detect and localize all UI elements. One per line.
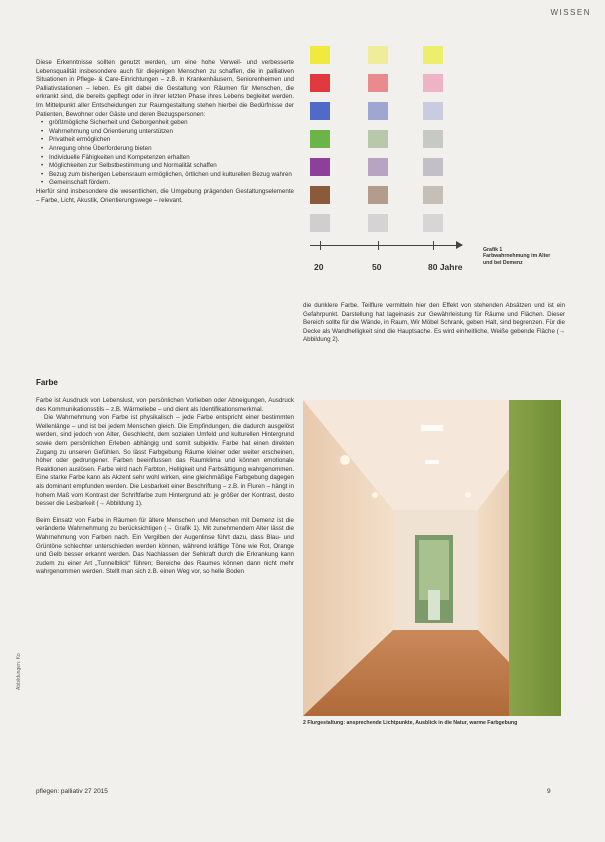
closing-paragraph: Hierfür sind insbesondere die wesentlichen, die Umgebung prägenden Gestaltungselemente – Farbe, Licht, Akustik, Orientierungswege – relevant. — [36, 187, 294, 204]
color-swatch — [368, 214, 388, 232]
list-item: • Bezug zum bisherigen Lebensraum ermöglichen, örtlichen und kulturellen Bezug wahren — [44, 171, 294, 180]
graphic-caption-title: Grafik 1 — [483, 247, 503, 253]
color-swatch — [310, 214, 330, 232]
color-swatch — [368, 130, 388, 148]
graphic-caption-line: und bei Demenz — [483, 259, 523, 266]
list-item: • Privatheit ermöglichen — [44, 136, 294, 145]
photo-credit: Abbildungen: Ko — [16, 653, 22, 690]
section-tag: WISSEN — [550, 8, 591, 17]
color-swatch — [368, 158, 388, 176]
list-item: • Möglichkeiten zur Selbstbestimmung und Normalität schaffen — [44, 162, 294, 171]
farbe-paragraph-1: Farbe ist Ausdruck von Lebenslust, von persönlichen Vorlieben oder Abneigungen, Ausdruck des Kommunikationsstils – z.B. Wärmeliebe – und dient als Identifikationsmerkmal. — [36, 397, 294, 413]
farbe-text-block — [36, 397, 294, 577]
list-item: • Individuelle Fähigkeiten und Kompetenzen erhalten — [44, 154, 294, 163]
age-label-50: 50 — [372, 262, 382, 272]
right-column-text — [303, 302, 565, 345]
footer-publication: pflegen: palliativ 27 2015 — [36, 788, 108, 795]
axis-tick — [378, 241, 379, 250]
color-swatch — [368, 46, 388, 64]
needs-list — [36, 119, 294, 188]
color-swatch — [310, 102, 330, 120]
age-label-80: 80 Jahre — [428, 262, 463, 272]
corridor-photo — [303, 400, 561, 716]
color-swatch — [310, 46, 330, 64]
list-item: • Anregung ohne Überforderung bieten — [44, 145, 294, 154]
age-axis — [310, 245, 462, 246]
list-item: • Wahrnehmung und Orientierung unterstützen — [44, 128, 294, 137]
color-swatch — [423, 186, 443, 204]
color-swatch — [310, 74, 330, 92]
color-swatch — [423, 158, 443, 176]
graphic-caption-line: Farbwahrnehmung im Alter — [483, 253, 551, 260]
color-swatch — [423, 46, 443, 64]
list-item: • Gemeinschaft fördern. — [44, 179, 294, 188]
color-swatch — [310, 130, 330, 148]
axis-arrow-icon — [456, 241, 463, 249]
intro-paragraph: Diese Erkenntnisse sollten genutzt werden, um eine hohe Verweil- und verbesserte Lebensqualität insbesondere auch für diejenigen Menschen zu schaffen, die in palliativen Situationen in Pflege- & Care-Einrichtungen – z.B. in Krankenhäusern, Seniorenheimen und Palliativstationen – leben. Es gilt dabei die Gestaltung von Räumen für Menschen, die erkrankt sind, die bereits gepflegt oder in ihrer letzten Phase ihres Lebens begleitet werden. Im Mittelpunkt aller Entscheidungen zur Raumgestaltung stehen hierbei die Bedürfnisse der Patienten, Bewohner oder Gäste und deren Bezugspersonen: — [36, 59, 294, 118]
color-swatch — [423, 130, 443, 148]
color-swatch — [368, 102, 388, 120]
graphic-caption — [483, 247, 568, 266]
color-swatch — [423, 102, 443, 120]
intro-text-block — [36, 59, 294, 205]
farbe-heading: Farbe — [36, 378, 58, 387]
farbe-paragraph-2: Die Wahrnehmung von Farbe ist physikalisch – jede Farbe entspricht einer bestimmten Wellenlänge – und ist bei jedem Menschen gleich. Die Empfindungen, die dadurch ausgelöst werden, sind jedoch von Alter, Geschlecht, dem sozialen Umfeld und kulturellen Hintergrund sowie dem persönlichen Erleben abhängig und somit subjektiv. Farbe hat einen direkten Zugang zu unseren Gefühlen. So lässt Farbgebung Räume kleiner oder weiter erscheinen, höher oder gedrungener. Farben beeinflussen das Raumklima und können emotionale Reaktionen auslösen. Farbe wird nach Farbton, Helligkeit und Farbsättigung wahrgenommen. Eine starke Farbe kann als Akzent sehr wohl wirken, eine gleichmäßige Farbgebung dagegen als dominant empfunden werden. Die Lesbarkeit einer Beschriftung – z.B. in Fluren – hängt in hohem Maß vom Kontrast der Schriftfarbe zum Hintergrund ab: je größer der Kontrast, desto besser die Lesbarkeit (→ Abbildung 1). — [36, 414, 294, 508]
color-swatch — [368, 186, 388, 204]
color-swatch — [368, 74, 388, 92]
list-item: • größtmögliche Sicherheit und Geborgenheit geben — [44, 119, 294, 128]
page-number: 9 — [547, 788, 551, 795]
axis-tick — [320, 241, 321, 250]
farbe-paragraph-3: Beim Einsatz von Farbe in Räumen für ältere Menschen und Menschen mit Demenz ist die veränderte Wahrnehmung zu berücksichtigen (→ Grafik 1). Mit zunehmendem Alter lässt die Wahrnehmung von Farben nach. Ein Vergilben der Augenlinse führt dazu, dass Blau- und Grüntöne schlechter unterschieden werden können, während kräftige Töne wie Rot, Orange und Gelb besser erkannt werden. Das Nachlassen der Sehkraft durch die Erkrankung kann zudem zu einer Art „Tunnelblick“ führen; Bereiche des Raumes können dann nicht mehr wahrgenommen werden. Stellt man sich z.B. einen Weg vor, so helle Boden — [36, 516, 294, 576]
photo-caption: 2 Flurgestaltung: ansprechende Lichtpunkte, Ausblick in die Natur, warme Farbgebung — [303, 720, 518, 726]
color-swatch — [310, 158, 330, 176]
right-paragraph: die dunklere Farbe. Teilflure vermitteln hier den Effekt von stehenden Absätzen und ist ein Gefahrpunkt. Darstellung hat lageinasis zur Gewährleistung für Räume und Flächen. Dieser Bereich sollte für die Wände, in Raum, Wir Möbel Schrank, geben Halt, sind begrenzen. Für die Decke als Wandhelligkeit sind die Hauptsache. Es wird einheitliche, Weiße gebende Fläche (→ Abbildung 2). — [303, 302, 565, 344]
color-swatch — [423, 214, 443, 232]
axis-tick — [433, 241, 434, 250]
color-swatch — [310, 186, 330, 204]
age-label-20: 20 — [314, 262, 324, 272]
color-swatch — [423, 74, 443, 92]
